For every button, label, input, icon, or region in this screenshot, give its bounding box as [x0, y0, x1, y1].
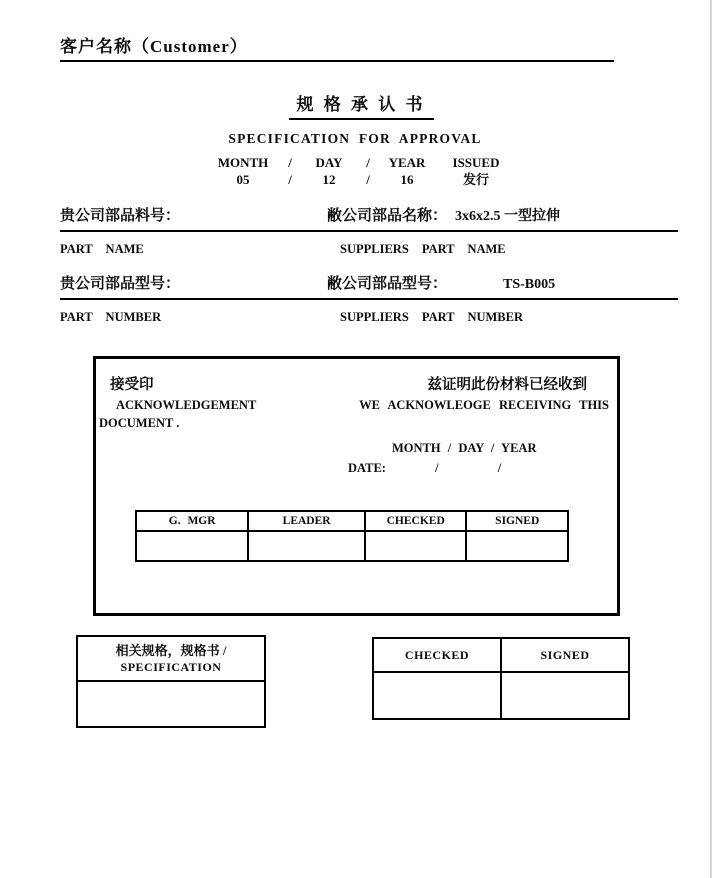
- spec-title-zh: 相关规格，规格书 /: [115, 643, 227, 658]
- spec-box-header: [78, 637, 264, 682]
- suppliers-part-number-en-label: SUPPLIERS PART NUMBER: [340, 310, 524, 324]
- sign-cell-leader: [248, 531, 365, 561]
- accept-stamp-zh-label: 接受印: [110, 377, 154, 393]
- bottom-section: [76, 635, 710, 728]
- part-name-sub-row: [60, 242, 710, 256]
- ack-date-row: [348, 461, 617, 476]
- ack-date-header: MONTH / DAY / YEAR: [392, 441, 537, 455]
- part-number-sub-row: [60, 310, 710, 324]
- slash: /: [366, 171, 370, 187]
- slash: /: [497, 461, 502, 475]
- slash: /: [435, 461, 439, 475]
- sign-cell-signed: [466, 531, 568, 561]
- customer-label: 客户名称（Customer）: [60, 37, 248, 56]
- document-title: 规 格 承 认 书: [289, 95, 434, 120]
- sign-col-signed: SIGNED: [466, 511, 568, 531]
- spacer: [436, 172, 444, 189]
- customer-part-no-label: 贵公司部品料号：: [60, 208, 181, 224]
- issue-day-value: 12: [322, 171, 336, 187]
- supplier-part-name-label: 敝公司部品名称：: [327, 208, 448, 224]
- ack-row-stamp: [96, 375, 617, 395]
- part-name-en-label: PART NAME: [60, 242, 144, 256]
- acknowledge-sign-table: [135, 510, 569, 562]
- spacer: [436, 155, 444, 172]
- issue-date-block: [206, 155, 710, 188]
- customer-name-line: [60, 36, 614, 62]
- spec-title-en: SPECIFICATION: [120, 660, 222, 674]
- issued-label: ISSUED: [452, 155, 500, 170]
- ack-row-english: [96, 395, 617, 413]
- sign-col-checked: CHECKED: [365, 511, 467, 531]
- check-col-checked: CHECKED: [373, 638, 501, 672]
- slash: /: [366, 155, 370, 170]
- year-label: YEAR: [388, 155, 426, 170]
- sign-table-blank-row: [136, 531, 568, 561]
- receive-zh-label: 兹证明此份材料已经收到: [427, 377, 587, 393]
- check-cell-checked: [373, 672, 501, 719]
- part-number-en-label: PART NUMBER: [60, 310, 162, 324]
- document-word-label: DOCUMENT .: [99, 416, 180, 430]
- slash: /: [288, 155, 292, 170]
- document-subtitle: SPECIFICATION FOR APPROVAL: [228, 131, 482, 146]
- slash: /: [288, 171, 292, 187]
- check-table-header-row: [373, 638, 629, 672]
- part-number-row: [60, 274, 678, 300]
- suppliers-part-name-en-label: SUPPLIERS PART NAME: [340, 242, 506, 256]
- check-cell-signed: [501, 672, 629, 719]
- supplier-part-model-label: 敝公司部品型号：: [327, 276, 448, 292]
- title-block: [0, 95, 710, 120]
- month-label: MONTH: [217, 155, 269, 170]
- issued-zh-label: 发行: [462, 171, 489, 187]
- check-col-signed: SIGNED: [501, 638, 629, 672]
- check-table-blank-row: [373, 672, 629, 719]
- sign-cell-gmgr: [136, 531, 248, 561]
- spec-box: [76, 635, 266, 728]
- receive-en-label: WE ACKNOWLEOGE RECEIVING THIS: [359, 398, 609, 412]
- acknowledgement-box: [93, 356, 620, 616]
- sign-table-header-row: [136, 511, 568, 531]
- date-label: DATE:: [348, 461, 386, 475]
- spec-box-blank-area: [78, 682, 264, 726]
- supplier-part-model-value: TS-B005: [503, 277, 556, 292]
- day-label: DAY: [315, 155, 343, 170]
- check-sign-table: [372, 637, 630, 720]
- customer-part-model-label: 贵公司部品型号：: [60, 276, 181, 292]
- acknowledgement-label: ACKNOWLEDGEMENT: [116, 398, 257, 412]
- part-name-row: [60, 206, 678, 232]
- sign-col-gmgr: G. MGR: [136, 511, 248, 531]
- issue-year-value: 16: [400, 171, 414, 187]
- supplier-part-name-value: 3x6x2.5 一型拉伸: [455, 209, 561, 224]
- sign-cell-checked: [365, 531, 467, 561]
- sign-col-leader: LEADER: [248, 511, 365, 531]
- issue-month-value: 05: [236, 171, 250, 187]
